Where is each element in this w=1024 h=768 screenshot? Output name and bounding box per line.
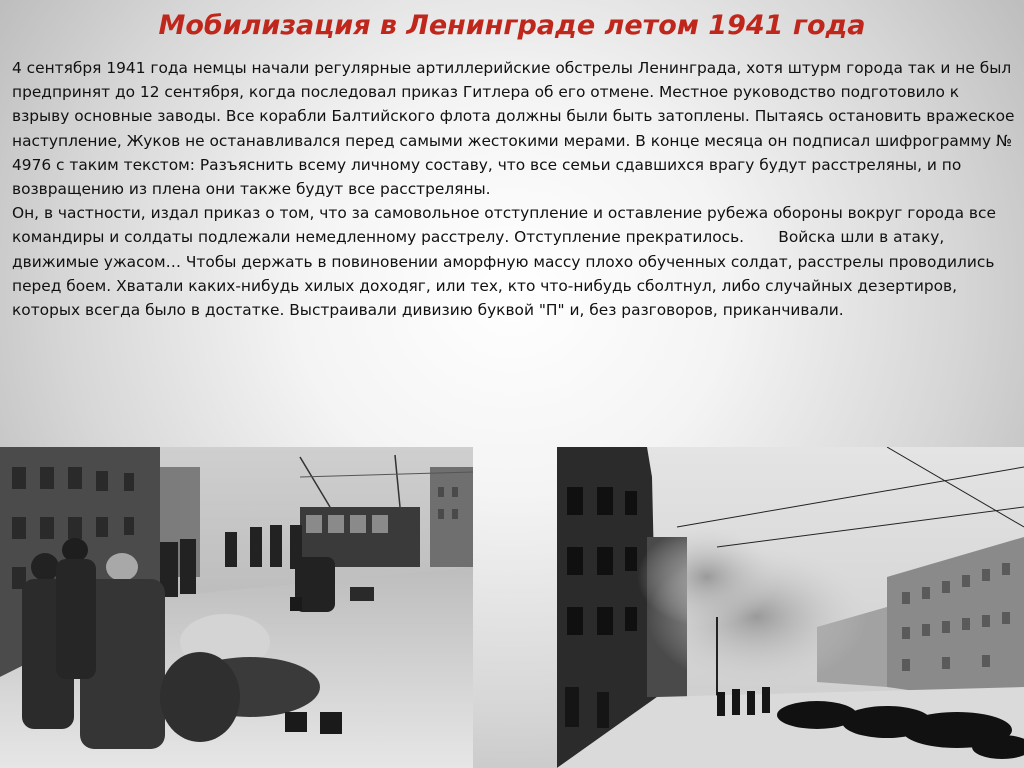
paragraph-2: Он, в частности, издал приказ о том, что за самовольное отступление и оставление рубежа обороны вокруг города все командиры и солдаты подлежали немедленному расстрелу. Отступление прекратилось. Войска шли в атаку, движимые ужасом… Чтобы держать в повиновении аморфную массу плохо обученных солдат, расстрелы проводились перед боем. Хватали каких-нибудь хилых доходяг, или тех, кто что-нибудь сболтнул, либо случайных дезертиров, которых всегда было в достатке. Выстраивали дивизию буквой "П" и, без разговоров, приканчивали. [12,204,1001,320]
body-text [12,56,1016,322]
street-water-collection-image [0,447,473,768]
street-shelling-photo [557,447,1024,768]
street-water-collection-photo [0,447,473,768]
slide-title: Мобилизация в Ленинграде летом 1941 года [158,10,866,41]
street-shelling-image [557,447,1024,768]
paragraph-1: 4 сентября 1941 года немцы начали регулярные артиллерийские обстрелы Ленинграда, хотя штурм города так и не был предпринят до 12 сентября, когда последовал приказ Гитлера об его отмене. Местное руководство подготовило к взрыву основные заводы. Все корабли Балтийского флота должны были быть затоплены. Пытаясь остановить вражеское наступление, Жуков не останавливался перед самыми жестокими мерами. В конце месяца он подписал шифрограмму № 4976 с таким текстом: Разъяснить всему личному составу, что все семьи сдавшихся врагу будут расстреляны, и по возвращению из плена они также будут все расстреляны. [12,59,1015,199]
